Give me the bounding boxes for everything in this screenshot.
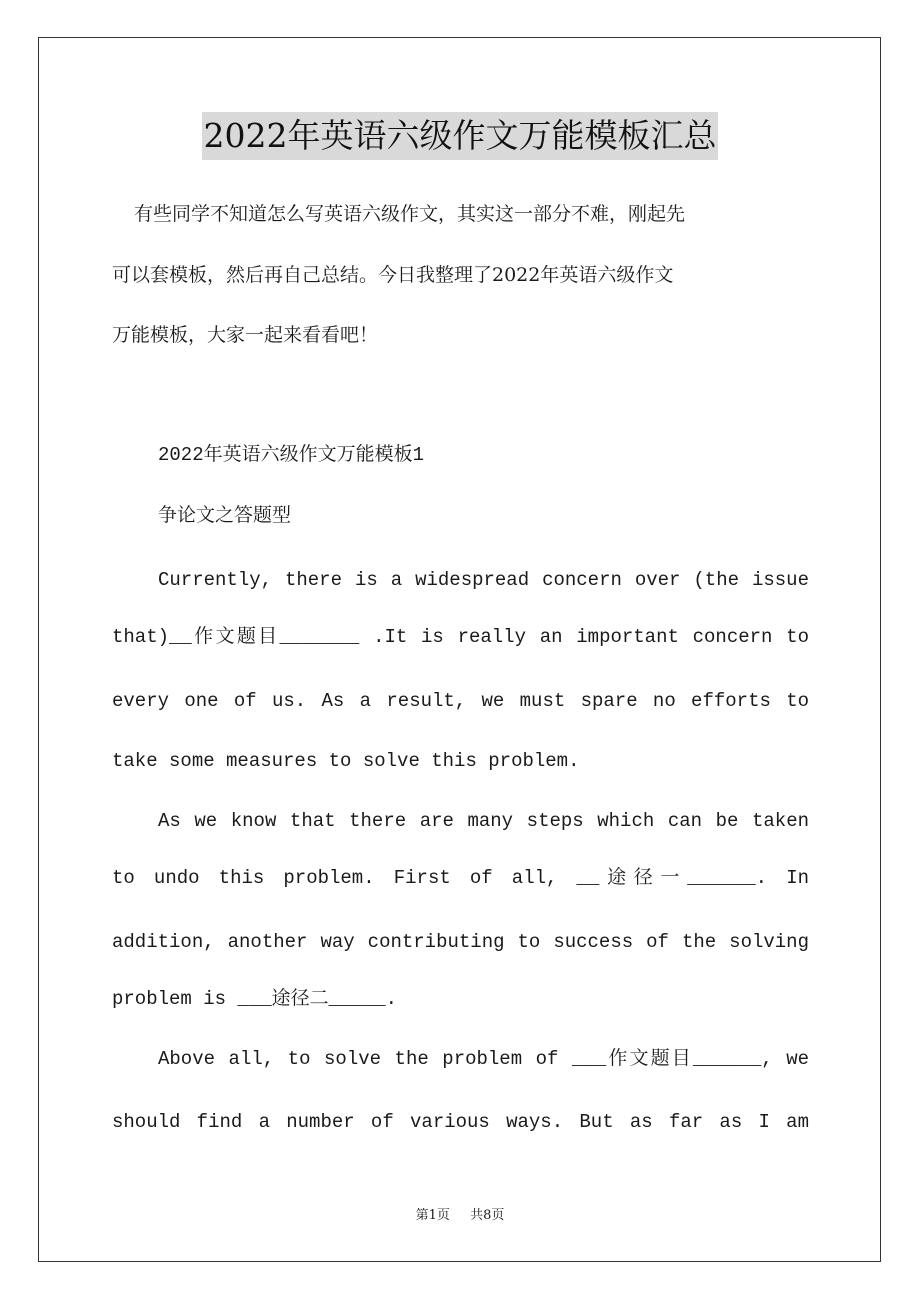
paragraph-line: to undo this problem. First of all, __途径一______. In xyxy=(112,867,809,889)
paragraph-line: As we know that there are many steps which can be taken xyxy=(158,810,809,832)
intro-line: 万能模板，大家一起来看看吧！ xyxy=(112,324,379,346)
intro-line: 有些同学不知道怎么写英语六级作文，其实这一部分不难，刚起先 xyxy=(134,203,686,225)
paragraph-line: take some measures to solve this problem. xyxy=(112,750,580,772)
paragraph-line: that)__作文题目_______ .It is really an important concern to xyxy=(112,626,809,648)
paragraph-line: every one of us. As a result, we must spare no efforts to xyxy=(112,690,809,712)
document-title: 2022年英语六级作文万能模板汇总 xyxy=(202,112,719,160)
section-subheading: 争论文之答题型 xyxy=(158,505,292,527)
page-footer xyxy=(0,1204,920,1223)
section-heading: 2022年英语六级作文万能模板1 xyxy=(158,444,425,466)
paragraph-line: addition, another way contributing to success of the solving xyxy=(112,931,809,953)
paragraph-line: Above all, to solve the problem of ___作文题目______, we xyxy=(158,1048,809,1070)
intro-line: 可以套模板，然后再自己总结。今日我整理了2022年英语六级作文 xyxy=(112,264,674,286)
paragraph-line: should find a number of various ways. But as far as I am xyxy=(112,1111,809,1133)
paragraph-line: problem is ___途径二_____. xyxy=(112,988,398,1010)
page-number: 第1页 xyxy=(415,1208,450,1223)
paragraph-line: Currently, there is a widespread concern over (the issue xyxy=(158,569,809,591)
page-total: 共8页 xyxy=(470,1208,505,1223)
title-container xyxy=(0,112,920,160)
